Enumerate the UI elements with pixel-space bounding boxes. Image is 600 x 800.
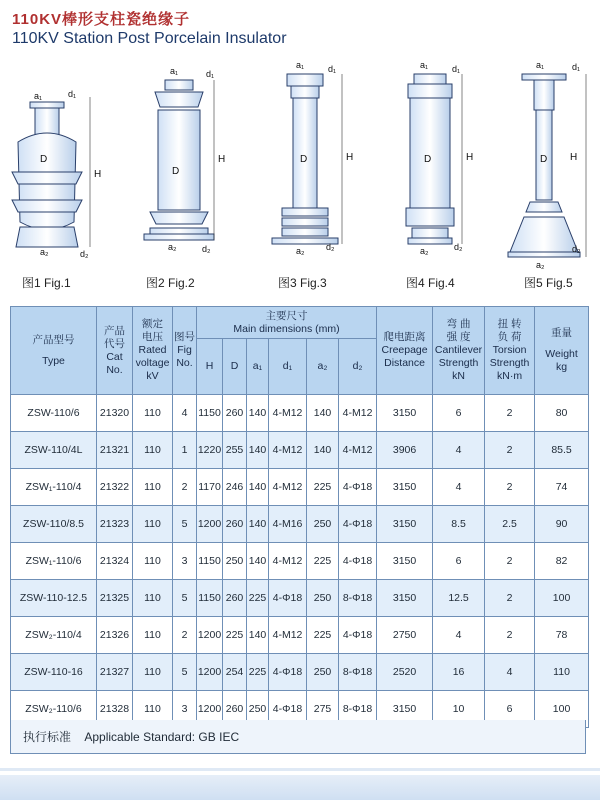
cell-wt: 90 [535,506,589,543]
cell-H: 1170 [197,469,223,506]
cell-a2: 225 [307,543,339,580]
cell-H: 1220 [197,432,223,469]
cell-creep: 3150 [377,395,433,432]
fig5-a1-label: a₁ [536,60,545,70]
fig4-a1-label: a₁ [420,60,429,70]
table-row [11,469,589,506]
fig3-d1-label: d₁ [328,64,337,74]
cell-cat: 21322 [97,469,133,506]
fig2-a1-label: a₁ [170,66,179,76]
cell-cat: 21323 [97,506,133,543]
cell-d1: 4-M12 [269,395,307,432]
cell-cant: 6 [433,395,485,432]
footer-band [0,775,600,800]
th-d2: d₂ [339,339,377,395]
fig5-d1-label: d₁ [572,62,581,72]
cell-tors: 2.5 [485,506,535,543]
cell-fig: 1 [173,432,197,469]
figure-3-caption: 图3 Fig.3 [278,276,327,290]
cell-tors: 4 [485,654,535,691]
cell-creep: 3150 [377,469,433,506]
footer-stripe [0,768,600,771]
cell-creep: 3150 [377,506,433,543]
cell-d2: 8-Φ18 [339,654,377,691]
cell-cant: 8.5 [433,506,485,543]
cell-cant: 4 [433,617,485,654]
table-row [11,654,589,691]
fig1-d2-label: d₂ [80,249,89,259]
cell-a1: 140 [247,506,269,543]
table-row [11,580,589,617]
fig2-d2-label: d₂ [202,244,211,254]
cell-type: ZSW₂-110/6 [11,691,97,728]
cell-d2: 8-Φ18 [339,691,377,728]
cell-creep: 2750 [377,617,433,654]
cell-a2: 225 [307,617,339,654]
insulator-figures [0,52,600,292]
th-a1: a₁ [247,339,269,395]
cell-H: 1200 [197,691,223,728]
cell-type: ZSW-110-16 [11,654,97,691]
cell-creep: 2520 [377,654,433,691]
cell-cant: 6 [433,543,485,580]
th-type: 产品型号 Type [11,307,97,395]
cell-tors: 2 [485,543,535,580]
cell-d1: 4-M12 [269,469,307,506]
fig4-d2-label: d₂ [454,242,463,252]
cell-a2: 140 [307,432,339,469]
cell-type: ZSW-110/6 [11,395,97,432]
fig1-d1-label: d₁ [68,89,77,99]
figure-1-drawing [12,102,82,247]
cell-creep: 3150 [377,543,433,580]
cell-fig: 5 [173,654,197,691]
th-D: D [223,339,247,395]
cell-type: ZSW-110/4L [11,432,97,469]
fig4-H-label: H [466,152,474,163]
th-main-dimensions: 主要尺寸 Main dimensions (mm) [197,307,377,339]
cell-D: 250 [223,543,247,580]
figure-4-caption: 图4 Fig.4 [406,276,455,290]
standard-cn: 执行标准 [23,730,72,744]
cell-H: 1200 [197,617,223,654]
fig2-d1-label: d₁ [206,69,215,79]
cell-H: 1150 [197,395,223,432]
cell-H: 1200 [197,654,223,691]
fig3-a2-label: a₂ [296,246,305,256]
cell-d1: 4-M12 [269,617,307,654]
cell-d2: 4-M12 [339,395,377,432]
cell-D: 255 [223,432,247,469]
cell-volt: 110 [133,617,173,654]
cell-d2: 4-M12 [339,432,377,469]
fig2-a2-label: a₂ [168,242,177,252]
cell-volt: 110 [133,543,173,580]
cell-a2: 275 [307,691,339,728]
cell-a2: 225 [307,469,339,506]
table-row [11,432,589,469]
spec-table [10,306,589,728]
cell-fig: 3 [173,691,197,728]
cell-d2: 4-Φ18 [339,543,377,580]
fig2-D-label: D [172,166,180,177]
cell-H: 1150 [197,580,223,617]
figure-5-drawing [508,74,580,257]
cell-d1: 4-Φ18 [269,654,307,691]
fig4-D-label: D [424,154,432,165]
cell-D: 225 [223,617,247,654]
cell-d1: 4-M12 [269,543,307,580]
cell-a1: 225 [247,580,269,617]
cell-cat: 21325 [97,580,133,617]
cell-type: ZSW₁-110/6 [11,543,97,580]
cell-fig: 5 [173,506,197,543]
cell-volt: 110 [133,432,173,469]
th-cat: 产品 代号 Cat No. [97,307,133,395]
cell-cant: 12.5 [433,580,485,617]
fig5-H-label: H [570,152,578,163]
cell-type: ZSW-110/8.5 [11,506,97,543]
fig4-d1-label: d₁ [452,64,461,74]
cell-wt: 78 [535,617,589,654]
figure-2-caption: 图2 Fig.2 [146,276,195,290]
fig3-D-label: D [300,154,308,165]
cell-wt: 110 [535,654,589,691]
fig5-a2-label: a₂ [536,260,545,270]
cell-a1: 140 [247,395,269,432]
figure-2-drawing [144,80,214,240]
cell-cat: 21328 [97,691,133,728]
figure-5-caption: 图5 Fig.5 [524,276,573,290]
cell-a1: 140 [247,617,269,654]
fig3-H-label: H [346,152,354,163]
th-creepage: 爬电距离 Creepage Distance [377,307,433,395]
cell-a1: 225 [247,654,269,691]
cell-D: 260 [223,691,247,728]
cell-volt: 110 [133,469,173,506]
cell-volt: 110 [133,395,173,432]
cell-tors: 2 [485,469,535,506]
fig1-H-label: H [94,169,102,180]
cell-tors: 6 [485,691,535,728]
cell-d1: 4-Φ18 [269,580,307,617]
cell-d1: 4-Φ18 [269,691,307,728]
fig2-H-label: H [218,154,226,165]
th-voltage: 额定 电压 Rated voltage kV [133,307,173,395]
fig5-D-label: D [540,154,548,165]
fig1-a2-label: a₂ [40,247,49,257]
cell-d2: 4-Φ18 [339,469,377,506]
cell-tors: 2 [485,432,535,469]
fig1-D-label: D [40,154,48,165]
table-row [11,506,589,543]
cell-cant: 4 [433,432,485,469]
cell-tors: 2 [485,395,535,432]
applicable-standard [10,720,586,754]
th-weight: 重量 Weight kg [535,307,589,395]
cell-volt: 110 [133,580,173,617]
cell-wt: 74 [535,469,589,506]
cell-d2: 4-Φ18 [339,506,377,543]
cell-creep: 3150 [377,580,433,617]
cell-cant: 4 [433,469,485,506]
th-cantilever: 弯 曲 强 度 Cantilever Strength kN [433,307,485,395]
cell-d2: 8-Φ18 [339,580,377,617]
cell-wt: 100 [535,691,589,728]
fig4-a2-label: a₂ [420,246,429,256]
cell-H: 1150 [197,543,223,580]
cell-D: 260 [223,580,247,617]
cell-a1: 140 [247,469,269,506]
cell-fig: 5 [173,580,197,617]
cell-D: 254 [223,654,247,691]
cell-d2: 4-Φ18 [339,617,377,654]
cell-volt: 110 [133,506,173,543]
cell-d1: 4-M12 [269,432,307,469]
table-row [11,543,589,580]
cell-a2: 140 [307,395,339,432]
cell-wt: 80 [535,395,589,432]
cell-cat: 21324 [97,543,133,580]
cell-a1: 250 [247,691,269,728]
title-cn: 110KV棒形支柱瓷绝缘子 [12,11,191,28]
cell-cant: 10 [433,691,485,728]
cell-a2: 250 [307,506,339,543]
cell-D: 260 [223,395,247,432]
cell-wt: 100 [535,580,589,617]
cell-type: ZSW-110-12.5 [11,580,97,617]
cell-cat: 21320 [97,395,133,432]
cell-D: 246 [223,469,247,506]
cell-fig: 2 [173,469,197,506]
cell-creep: 3150 [377,691,433,728]
cell-D: 260 [223,506,247,543]
cell-fig: 3 [173,543,197,580]
cell-a2: 250 [307,654,339,691]
table-row [11,617,589,654]
fig1-a1-label: a₁ [34,91,43,101]
cell-volt: 110 [133,654,173,691]
th-d1: d₁ [269,339,307,395]
table-row [11,395,589,432]
cell-a1: 140 [247,432,269,469]
cell-H: 1200 [197,506,223,543]
cell-a1: 140 [247,543,269,580]
cell-tors: 2 [485,617,535,654]
cell-cat: 21326 [97,617,133,654]
fig3-d2-label: d₂ [326,242,335,252]
th-H: H [197,339,223,395]
cell-cat: 21321 [97,432,133,469]
fig5-d2-label: d₂ [572,244,581,254]
cell-wt: 85.5 [535,432,589,469]
fig3-a1-label: a₁ [296,60,305,70]
cell-fig: 4 [173,395,197,432]
th-a2: a₂ [307,339,339,395]
th-fig: 图号 Fig No. [173,307,197,395]
cell-type: ZSW₂-110/4 [11,617,97,654]
cell-type: ZSW₁-110/4 [11,469,97,506]
cell-tors: 2 [485,580,535,617]
cell-cant: 16 [433,654,485,691]
cell-cat: 21327 [97,654,133,691]
cell-a2: 250 [307,580,339,617]
figure-1-caption: 图1 Fig.1 [22,276,71,290]
cell-fig: 2 [173,617,197,654]
cell-d1: 4-M16 [269,506,307,543]
cell-volt: 110 [133,691,173,728]
title-en: 110KV Station Post Porcelain Insulator [12,30,287,47]
standard-en: Applicable Standard: GB IEC [84,730,240,744]
cell-wt: 82 [535,543,589,580]
th-torsion: 扭 转 负 荷 Torsion Strength kN·m [485,307,535,395]
cell-creep: 3906 [377,432,433,469]
